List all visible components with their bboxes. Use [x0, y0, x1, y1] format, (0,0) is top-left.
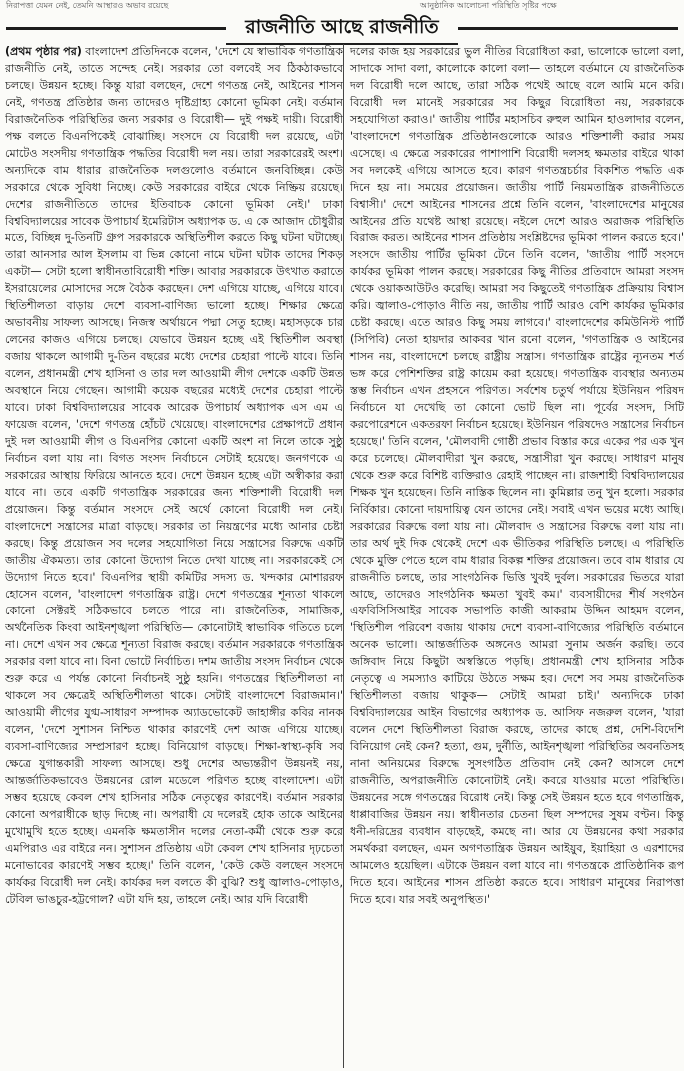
strip-text-right: আনুষ্ঠানিক আলোচনা পরিস্থিতি সৃষ্টির পক্ষে: [420, 1, 557, 10]
article-column-right: [343, 44, 684, 1068]
article-headline: রাজনীতি আছে রাজনীতি: [226, 11, 458, 45]
right-column-text: দলের কাজ হয় সরকারের ভুল নীতির বিরোধিতা করা, ভালোকে ভালো বলা, সাদাকে সাদা বলা, কালোকে কালো বলা— তাহলে বর্তমানে যে রাজনৈতিক দল বিরোধী দলে আছে, তারা সঠিক পথেই আছে বলে আমি মনে করি। বিরোধী দল মানেই সরকারের সব কিছুর বিরোধিতা নয়, সরকারকে সহযোগিতা করাও।' জাতীয় পার্টির মহাসচিব রুহুল আমিন হাওলাদার বলেন, 'বাংলাদেশে গণতান্ত্রিক প্রতিষ্ঠানগুলোকে আরও শক্তিশালী করার সময় এসেছে। এ ক্ষেত্রে সরকারের পাশাপাশি বিরোধী দলসহ ক্ষমতার বাইরে থাকা সব দলকেই এগিয়ে আসতে হবে। কারণ গণতন্ত্রচর্চার বিকশিত পদ্ধতি এক দিনে হয় না। সময়ের প্রয়োজন। জাতীয় পার্টি নিয়মতান্ত্রিক রাজনীতিতে বিশ্বাসী।' দেশে আইনের শাসনের প্রশ্নে তিনি বলেন, 'বাংলাদেশের মানুষের আইনের প্রতি যথেষ্ট আস্থা রয়েছে। নইলে দেশে আরও অরাজক পরিস্থিতি বিরাজ করত। আইনের শাসন প্রতিষ্ঠায় সংশ্লিষ্টদের ভূমিকা পালন করতে হবে।' সংসদে জাতীয় পার্টির ভূমিকা টেনে তিনি বলেন, 'জাতীয় পার্টি সংসদে কার্যকর ভূমিকা পালন করছে। সরকারের কিছু নীতির প্রতিবাদে আমরা সংসদ থেকে ওয়াকআউটও করেছি। আমরা সব কিছুতেই গণতান্ত্রিক প্রক্রিয়ায় বিশ্বাস করি। জ্বালাও-পোড়াও নীতি নয়, জাতীয় পার্টি আরও বেশি কার্যকর ভূমিকার চেষ্টা করছে। এতে আরও কিছু সময় লাগবে।' বাংলাদেশের কমিউনিস্ট পার্টি (সিপিবি) নেতা হায়দার আকবর খান রনো বলেন, 'গণতান্ত্রিক ও আইনের শাসন নয়, বাংলাদেশে চলছে রাষ্ট্রীয় সন্ত্রাস। গণতান্ত্রিক রাষ্ট্রের ন্যূনতম শর্ত ভঙ্গ করে পেশিশক্তির রাষ্ট্র কায়েম করা হয়েছে। গণতান্ত্রিক ব্যবস্থার অন্যতম স্তম্ভ নির্বাচন এখন প্রহসনে পরিণত। সর্বশেষ চতুর্থ পর্যায়ে ইউনিয়ন পরিষদ নির্বাচনে যা দেখেছি তা কোনো ভোট ছিল না। পূর্বের সংসদ, সিটি করপোরেশনে একতরফা নির্বাচন হয়েছে। ইউনিয়ন পরিষদেও সন্ত্রাসের নির্বাচন হয়েছে।' তিনি বলেন, 'মৌলবাদী গোষ্ঠী প্রভাব বিস্তার করে একের পর এক খুন করে চলেছে। মৌলবাদীরা খুন করছে, সন্ত্রাসীরা খুন করছে। সাধারণ মানুষ থেকে শুরু করে বিশিষ্ট ব্যক্তিরাও রেহাই পাচ্ছেন না। রাজশাহী বিশ্ববিদ্যালয়ের শিক্ষক খুন হয়েছেন। তিনি নাস্তিক ছিলেন না। কুমিল্লার তনু খুন হলো। সরকার নির্বিকার। কোনো দায়দায়িত্ব যেন তাদের নেই। সবাই এখন ভয়ের মধ্যে আছি। সরকারের বিরুদ্ধে বলা যায় না। মৌলবাদ ও সন্ত্রাসের বিরুদ্ধে বলা যায় না। তার অর্থ দুই দিক থেকেই দেশে এক ভীতিকর পরিস্থিতি চলছে। এ পরিস্থিতি থেকে মুক্তি পেতে হলে বাম ধারার বিকল্প শক্তির প্রয়োজন। তবে বাম ধারার যে রাজনীতি চলছে, তার সাংগঠনিক ভিত্তি খুবই দুর্বল। সরকারের ভিতরে যারা আছে, তাদেরও সাংগঠনিক ক্ষমতা খুবই কম।' ব্যবসায়ীদের শীর্ষ সংগঠন এফবিসিসিআইর সাবেক সভাপতি কাজী আকরাম উদ্দিন আহমদ বলেন, 'স্থিতিশীল পরিবেশ বজায় থাকায় দেশে ব্যবসা-বাণিজ্যের পরিস্থিতি বর্তমানে অনেক ভালো। আন্তর্জাতিক অঙ্গনেও আমরা সুনাম অর্জন করছি। তবে জঙ্গিবাদ নিয়ে কিছুটা অস্বস্তিতে পড়ছি। প্রধানমন্ত্রী শেখ হাসিনার সঠিক নেতৃত্বে এ সমস্যাও কাটিয়ে উঠতে সক্ষম হব। দেশে সব সময় রাজনৈতিক স্থিতিশীলতা বজায় থাকুক— সেটাই আমরা চাই।' অন্যদিকে ঢাকা বিশ্ববিদ্যালয়ের আইন বিভাগের অধ্যাপক ড. আসিফ নজরুল বলেন, 'যারা বলেন দেশে স্থিতিশীলতা বিরাজ করছে, তাদের কাছে প্রশ্ন, দেশি-বিদেশি বিনিয়োগ নেই কেন? হত্যা, গুম, দুর্নীতি, আইনশৃঙ্খলা পরিস্থিতির অবনতিসহ নানা অনিয়মের বিরুদ্ধে সুসংগঠিত প্রতিবাদ নেই কেন? আসলে দেশে রাজনীতি, অপরাজনীতি কোনোটাই নেই। কবরে যাওয়ার মতো পরিস্থিতি। উন্নয়নের সঙ্গে গণতন্ত্রের বিরোধ নেই। কিন্তু সেই উন্নয়ন হতে হবে গণতান্ত্রিক, ধাপ্পাবাজির উন্নয়ন নয়। স্বাধীনতার চেতনা ছিল সম্পদের সুষম বণ্টন। কিন্তু ধনী-দরিদ্রের ব্যবধান বাড়ছেই, কমছে না। আর যে উন্নয়নের কথা সরকার সমর্থকরা বলছেন, এমন অগণতান্ত্রিক উন্নয়ন আইয়ুব, ইয়াহিয়া ও এরশাদের আমলেও হয়েছিল। এটাকে উন্নয়ন বলা যাবে না। গণতন্ত্রকে প্রাতিষ্ঠানিক রূপ দিতে হবে। আইনের শাসন প্রতিষ্ঠা করতে হবে। সাধারণ মানুষের নিরাপত্তা দিতে হবে। যার সবই অনুপস্থিত।': [350, 45, 684, 906]
left-column-paragraph: [5, 44, 343, 909]
headline-rule-left: [6, 27, 226, 30]
headline-rule-right: [458, 27, 678, 30]
left-column-text: বাংলাদেশ প্রতিদিনকে বলেন, 'দেশে যে স্বাভাবিক গণতান্ত্রিক রাজনীতি নেই, তাতে সন্দেহ নেই। সরকার তো বলবেই সব ঠিকঠাকভাবে চলছে। উন্নয়ন হচ্ছে। কিন্তু যারা বলছেন, দেশে গণতন্ত্র নেই, আইনের শাসন নেই, গণতন্ত্র প্রতিষ্ঠার জন্য তাদেরও দৃষ্টিগ্রাহ্য কোনো ভূমিকা নেই। বর্তমান বিরাজনৈতিক পরিস্থিতির জন্য সরকার ও বিরোধী— দুই পক্ষই দায়ী। বিরোধী পক্ষ বলতে বিএনপিকেই বোঝাচ্ছি। সংসদে যে বিরোধী দল রয়েছে, এটা মোটেও সংসদীয় গণতান্ত্রিক পদ্ধতির বিরোধী দল নয়। তারা সরকারেরই অংশ। অন্যদিকে বাম ধারার রাজনৈতিক দলগুলোও বর্তমানে জনবিচ্ছিন্ন। কেউ সরকারে থেকে সুবিধা নিচ্ছে। কেউ সরকারের বাইরে থেকে নিষ্ক্রিয় রয়েছে। দেশের রাজনীতিতে তাদের ইতিবাচক কোনো ভূমিকা নেই।' ঢাকা বিশ্ববিদ্যালয়ের সাবেক উপাচার্য ইমেরিটাস অধ্যাপক ড. এ কে আজাদ চৌধুরীর মতে, বিচ্ছিন্ন দু-তিনটি গ্রুপ সরকারকে অস্থিতিশীল করতে কিছু ঘটনা ঘটাচ্ছে। তারা আনসার আল ইসলাম বা ভিন্ন কোনো নামে ঘটনা ঘটাক তাদের শিকড় একটা— সেটা হলো স্বাধীনতাবিরোধী শক্তি। আবার সরকারকে উৎখাত করাতে ইসরায়েলের মোসাদের সঙ্গে বৈঠক করছেন। দেশ এগিয়ে যাচ্ছে, এগিয়ে যাবে। স্থিতিশীলতা বাড়ায় দেশে ব্যবসা-বাণিজ্য ভালো হচ্ছে। শিক্ষার ক্ষেত্রে অভাবনীয় সাফল্য আসছে। নিজস্ব অর্থায়নে পদ্মা সেতু হচ্ছে। মহাসড়কে চার লেনের কাজও এগিয়ে চলছে। যেভাবে উন্নয়ন হচ্ছে এই স্থিতিশীল অবস্থা বজায় থাকলে আগামী দু-তিন বছরের মধ্যে দেশের চেহারা পাল্টে যাবে। তিনি বলেন, প্রধানমন্ত্রী শেখ হাসিনা ও তার দল আওয়ামী লীগ দেশকে একটি উন্নত অবস্থানে নিয়ে গেছেন। আগামী কয়েক বছরের মধ্যেই দেশের চেহারা পাল্টে যাবে। ঢাকা বিশ্ববিদ্যালয়ের সাবেক আরেক উপাচার্য অধ্যাপক এস এম এ ফায়েজ বলেন, 'দেশে গণতন্ত্র হোঁচট খেয়েছে। বাংলাদেশের প্রেক্ষাপটে প্রধান দুই দল আওয়ামী লীগ ও বিএনপির কোনো একটি অংশ না নিলে তাকে সুষ্ঠু নির্বাচন বলা যায় না। বিগত সংসদ নির্বাচনে সেটাই হয়েছে। জনগণকে এ সরকারের আস্থায় ফিরিয়ে আনতে হবে। দেশে উন্নয়ন হচ্ছে এটা অস্বীকার করা যাবে না। তবে একটি গণতান্ত্রিক সরকারের জন্য শক্তিশালী বিরোধী দল প্রয়োজন। কিন্তু বর্তমান সংসদে সেই অর্থে কোনো বিরোধী দল নেই। বাংলাদেশে সন্ত্রাসের মাত্রা বাড়ছে। সরকার তা নিয়ন্ত্রণের মধ্যে আনার চেষ্টা করছে। কিন্তু প্রয়োজন সব দলের সহযোগিতা নিয়ে সন্ত্রাসের বিরুদ্ধে একটি জাতীয় ঐকমত্য। তার কোনো উদ্যোগ নিতে দেখা যাচ্ছে না। সরকারকেই সে উদ্যোগ নিতে হবে।' বিএনপির স্থায়ী কমিটির সদস্য ড. খন্দকার মোশাররফ হোসেন বলেন, 'বাংলাদেশ গণতান্ত্রিক রাষ্ট্র। দেশে গণতন্ত্রের শূন্যতা থাকলে কোনো সেক্টরই সঠিকভাবে চলতে পারে না। রাজনৈতিক, সামাজিক, অর্থনৈতিক কিংবা আইনশৃঙ্খলা পরিস্থিতি— কোনোটাই স্বাভাবিক গতিতে চলে না। দেশে এখন সব ক্ষেত্রে শূন্যতা বিরাজ করছে। বর্তমান সরকারকে গণতান্ত্রিক সরকার বলা যাবে না। বিনা ভোটে নির্বাচিত। দশম জাতীয় সংসদ নির্বাচন থেকে শুরু করে এ পর্যন্ত কোনো নির্বাচনই সুষ্ঠু হয়নি। গণতন্ত্রের স্থিতিশীলতা না থাকলে সব ক্ষেত্রেই অস্থিতিশীলতা থাকে। সেটাই বাংলাদেশে বিরাজমান।' আওয়ামী লীগের যুগ্ম-সাধারণ সম্পাদক অ্যাডভোকেট জাহাঙ্গীর কবির নানক বলেন, 'দেশে সুশাসন নিশ্চিত থাকার কারণেই দেশ আজ এগিয়ে যাচ্ছে। ব্যবসা-বাণিজ্যের সম্প্রসারণ হচ্ছে। বিনিয়োগ বাড়ছে। শিক্ষা-স্বাস্থ্য-কৃষি সব ক্ষেত্রে যুগান্তকারী সাফল্য আসছে। শুধু দেশের অভ্যন্তরীণ উন্নয়নই নয়, আন্তর্জাতিকভাবেও উন্নয়নের রোল মডেলে পরিণত হচ্ছে বাংলাদেশ। এটা সম্ভব হয়েছে কেবল শেখ হাসিনার সঠিক নেতৃত্বের কারণেই। বর্তমান সরকার কোনো অপরাধীকে ছাড় দিচ্ছে না। অপরাধী যে দলেরই হোক তাকে আইনের মুখোমুখি হতে হচ্ছে। এমনকি ক্ষমতাসীন দলের নেতা-কর্মী থেকে শুরু করে এমপিরাও এর বাইরে নন। সুশাসন প্রতিষ্ঠায় এটা কেবল শেখ হাসিনার দৃঢ়চেতা মনোভাবের কারণেই সম্ভব হচ্ছে।' তিনি বলেন, 'কেউ কেউ বলছেন সংসদে কার্যকর বিরোধী দল নেই। কার্যকর দল বলতে কী বুঝি? শুধু জ্বালাও-পোড়াও, টেবিল ভাঙচুর-হট্টগোল? এটা যদি হয়, তাহলে নেই। আর যদি বিরোধী: [5, 45, 343, 906]
headline-bar: [0, 11, 684, 45]
continuation-kicker: (প্রথম পৃষ্ঠার পর): [5, 45, 82, 58]
strip-text-left: নিরাপত্তা যেমন নেই, তেমনি আস্থারও অভাব রয়েছে: [6, 1, 169, 10]
article-column-left: [5, 44, 343, 1068]
